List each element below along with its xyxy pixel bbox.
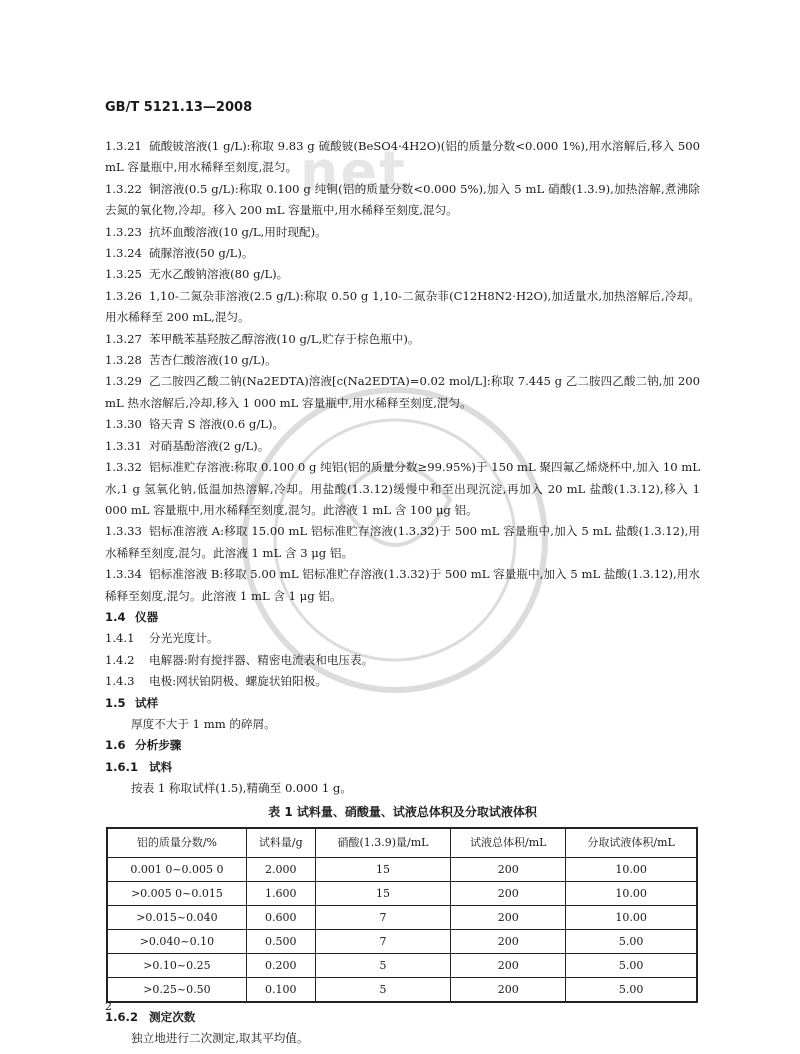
clause-text: 铝标准贮存溶液:称取 0.100 0 g 纯铝(铝的质量分数≥99.95%)于 150 mL 聚四氟乙烯烧杯中,加入 10 mL 水,1 g 氢氧化钠,低温加热溶解,冷却。用盐酸(1.3.12)缓慢中和至出现沉淀,再加入 20 mL 盐酸(1.3.12),移入 1 000 mL 容量瓶中,用水稀释至刻度,混匀。此溶液 1 mL 含 100 μg 铝。 — [105, 460, 700, 517]
clause-number: 1.3.32 — [105, 460, 142, 475]
table-cell: >0.040~0.10 — [107, 930, 246, 954]
section-1-6-2-heading: 1.6.2 测定次数 — [105, 1010, 196, 1024]
clause-paragraph — [105, 650, 700, 671]
clause-text: 对硝基酚溶液(2 g/L)。 — [149, 438, 270, 453]
table-cell: 200 — [451, 882, 566, 906]
table-cell: 0.600 — [246, 906, 315, 930]
clause-paragraph — [105, 350, 700, 371]
clause-number: 1.3.23 — [105, 224, 142, 239]
clause-number: 1.3.26 — [105, 288, 142, 303]
table-cell: 200 — [451, 930, 566, 954]
table-cell: 0.500 — [246, 930, 315, 954]
watermark-text: net — [300, 140, 407, 203]
table-caption: 表 1 试料量、硝酸量、试液总体积及分取试液体积 — [268, 804, 537, 819]
table-cell: >0.10~0.25 — [107, 954, 246, 978]
clause-paragraph — [105, 264, 700, 285]
table-cell: 7 — [315, 930, 451, 954]
table-header-cell: 铝的质量分数/% — [107, 828, 246, 858]
table-cell: >0.25~0.50 — [107, 978, 246, 1003]
table-body — [107, 858, 697, 1003]
clause-text: 铝标准溶液 A:移取 15.00 mL 铝标准贮存溶液(1.3.32)于 500 mL 容量瓶中,加入 5 mL 盐酸(1.3.12),用水稀释至刻度,混匀。此溶液 1 mL 含 3 μg 铝。 — [105, 524, 700, 560]
clause-paragraph — [105, 671, 700, 692]
clause-text: 铬天青 S 溶液(0.6 g/L)。 — [149, 417, 285, 432]
clause-paragraph — [105, 136, 700, 179]
clause-text: 硫酸铍溶液(1 g/L):称取 9.83 g 硫酸铍(BeSO4·4H2O)(铝的质量分数<0.000 1%),用水溶解后,移入 500 mL 容量瓶中,用水稀释至刻度,混匀。 — [105, 139, 700, 175]
table-cell: 15 — [315, 882, 451, 906]
clause-text: 乙二胺四乙酸二钠(Na2EDTA)溶液[c(Na2EDTA)=0.02 mol/L]:称取 7.445 g 乙二胺四乙酸二钠,加 200 mL 热水溶解后,冷却,移入 1 000 mL 容量瓶中,用水稀释至刻度,混匀。 — [105, 374, 700, 410]
clause-text: 抗坏血酸溶液(10 g/L,用时现配)。 — [149, 224, 327, 239]
clause-number: 1.4.3 — [105, 674, 135, 689]
clause-paragraph — [105, 371, 700, 414]
page-number: 2 — [105, 1000, 112, 1013]
clause-text: 铜溶液(0.5 g/L):称取 0.100 g 纯铜(铝的质量分数<0.000 5%),加入 5 mL 硝酸(1.3.9),加热溶解,煮沸除去氮的氧化物,冷却。移入 200 mL 容量瓶中,用水稀释至刻度,混匀。 — [105, 181, 700, 218]
table-cell: 0.001 0~0.005 0 — [107, 858, 246, 882]
table-cell: 5 — [315, 978, 451, 1003]
clause-text: 铝标准溶液 B:移取 5.00 mL 铝标准贮存溶液(1.3.32)于 500 mL 容量瓶中,加入 5 mL 盐酸(1.3.12),用水稀释至刻度,混匀。此溶液 1 mL 含 1 μg 铝。 — [105, 567, 700, 603]
clause-paragraph — [105, 628, 700, 649]
table-cell: 200 — [451, 858, 566, 882]
table-cell: 0.200 — [246, 954, 315, 978]
table-cell: 5.00 — [566, 954, 697, 978]
table-header-cell: 试液总体积/mL — [451, 828, 566, 858]
table-header-cell: 分取试液体积/mL — [566, 828, 697, 858]
table-cell: 2.000 — [246, 858, 315, 882]
standard-code: GB/T 5121.13—2008 — [105, 100, 253, 115]
instrument-list — [105, 628, 700, 692]
clause-number: 1.3.31 — [105, 438, 142, 453]
clause-number: 1.3.27 — [105, 331, 142, 346]
table-row — [107, 882, 697, 906]
clause-paragraph — [105, 286, 700, 329]
table-row — [107, 930, 697, 954]
clause-list — [105, 136, 700, 607]
table-row — [107, 906, 697, 930]
clause-number: 1.3.24 — [105, 246, 142, 261]
table-cell: 10.00 — [566, 882, 697, 906]
table-header-cell: 试料量/g — [246, 828, 315, 858]
clause-paragraph — [105, 521, 700, 564]
table-cell: 200 — [451, 954, 566, 978]
section-1-6-1-body: 按表 1 称取试样(1.5),精确至 0.000 1 g。 — [131, 781, 352, 796]
table-cell: 5 — [315, 954, 451, 978]
clause-number: 1.3.21 — [105, 139, 142, 153]
table-cell: 1.600 — [246, 882, 315, 906]
table-cell: 10.00 — [566, 858, 697, 882]
clause-paragraph — [105, 564, 700, 607]
table-cell: 0.100 — [246, 978, 315, 1003]
table-cell: 7 — [315, 906, 451, 930]
section-1-5-heading: 1.5 试样 — [105, 695, 159, 710]
section-1-5-body: 厚度不大于 1 mm 的碎屑。 — [131, 716, 276, 731]
table-cell: 200 — [451, 906, 566, 930]
clause-paragraph — [105, 414, 700, 435]
table-row — [107, 858, 697, 882]
clause-text: 电解器:附有搅拌器、精密电流表和电压表。 — [149, 652, 374, 667]
table-cell: >0.015~0.040 — [107, 906, 246, 930]
clause-number: 1.4.1 — [105, 631, 135, 646]
clause-paragraph — [105, 179, 700, 222]
clause-number: 1.4.2 — [105, 652, 135, 667]
clause-number: 1.3.30 — [105, 417, 142, 432]
clause-paragraph — [105, 222, 700, 243]
clause-text: 1,10-二氮杂菲溶液(2.5 g/L):称取 0.50 g 1,10-二氮杂菲(C12H8N2·H2O),加适量水,加热溶解后,冷却。用水稀释至 200 mL,混匀。 — [105, 288, 700, 325]
clause-paragraph — [105, 243, 700, 264]
clause-text: 分光光度计。 — [149, 631, 219, 646]
clause-text: 电极:网状铂阴极、螺旋状铂阳极。 — [149, 674, 327, 689]
clause-number: 1.3.28 — [105, 353, 142, 368]
table-cell: 5.00 — [566, 978, 697, 1003]
clause-text: 无水乙酸钠溶液(80 g/L)。 — [149, 267, 289, 282]
table-row — [107, 954, 697, 978]
clause-number: 1.3.25 — [105, 267, 142, 282]
clause-number: 1.3.22 — [105, 181, 142, 196]
clause-number: 1.3.33 — [105, 524, 142, 539]
table-header-cell: 硝酸(1.3.9)量/mL — [315, 828, 451, 858]
clause-number: 1.3.29 — [105, 374, 142, 389]
clause-text: 苦杏仁酸溶液(10 g/L)。 — [149, 353, 277, 368]
table-cell: 200 — [451, 978, 566, 1003]
section-1-6-2-body: 独立地进行二次测定,取其平均值。 — [131, 1031, 309, 1046]
table-cell: 10.00 — [566, 906, 697, 930]
table-cell: 5.00 — [566, 930, 697, 954]
table-cell: >0.005 0~0.015 — [107, 882, 246, 906]
table-cell: 15 — [315, 858, 451, 882]
table-row — [107, 978, 697, 1003]
clause-paragraph — [105, 457, 700, 521]
clause-text: 苯甲酰苯基羟胺乙醇溶液(10 g/L,贮存于棕色瓶中)。 — [149, 331, 420, 346]
sample-table — [106, 827, 698, 1003]
clause-number: 1.3.34 — [105, 567, 142, 582]
section-1-6-heading: 1.6 分析步骤 — [105, 738, 182, 753]
table-header-row — [107, 828, 697, 858]
clause-paragraph — [105, 329, 700, 350]
section-1-4-heading: 1.4 仪器 — [105, 609, 159, 624]
clause-paragraph — [105, 436, 700, 457]
section-1-6-1-heading: 1.6.1 试料 — [105, 759, 173, 774]
document-body — [105, 136, 700, 1050]
clause-text: 硫脲溶液(50 g/L)。 — [149, 246, 254, 261]
